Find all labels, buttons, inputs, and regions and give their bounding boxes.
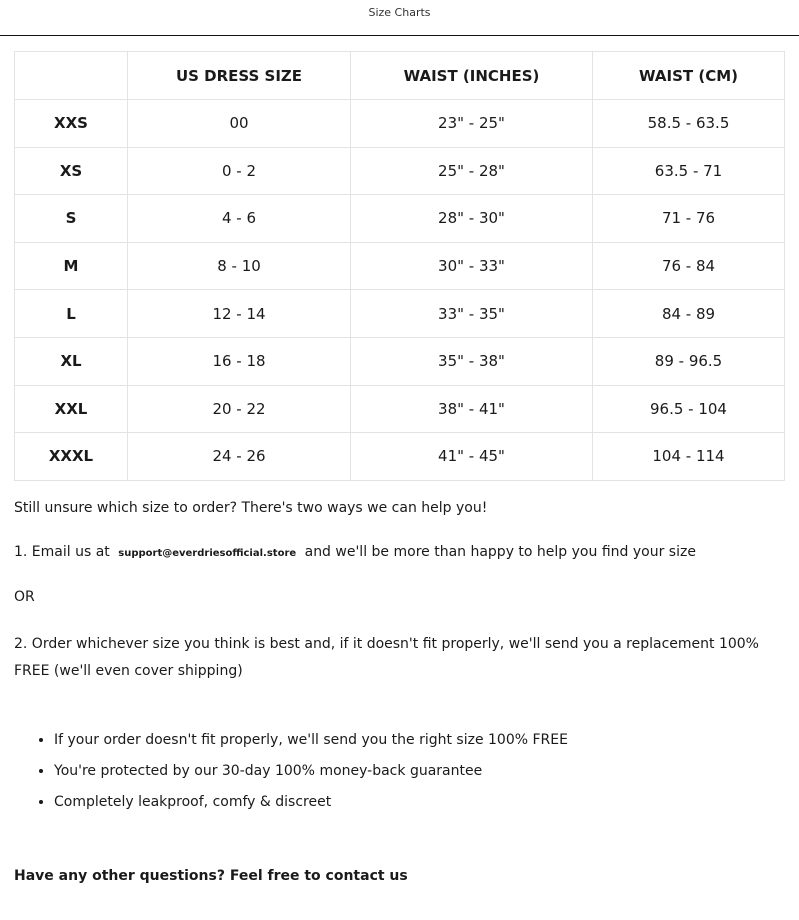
size-label: XS xyxy=(15,147,128,195)
table-row xyxy=(15,433,785,481)
size-label: XXS xyxy=(15,100,128,148)
us-dress-size-cell: 20 - 22 xyxy=(128,385,351,433)
us-dress-size-cell: 4 - 6 xyxy=(128,195,351,243)
waist-cm-cell: 89 - 96.5 xyxy=(593,337,785,385)
size-chart-table xyxy=(14,51,785,481)
table-header-row xyxy=(15,52,785,100)
size-label: S xyxy=(15,195,128,243)
us-dress-size-cell: 24 - 26 xyxy=(128,433,351,481)
waist-inches-cell: 41" - 45" xyxy=(351,433,593,481)
us-dress-size-cell: 8 - 10 xyxy=(128,242,351,290)
us-dress-size-cell: 00 xyxy=(128,100,351,148)
waist-inches-cell: 30" - 33" xyxy=(351,242,593,290)
size-label: XXL xyxy=(15,385,128,433)
column-header-us-dress-size: US DRESS SIZE xyxy=(128,52,351,100)
table-row xyxy=(15,195,785,243)
us-dress-size-cell: 12 - 14 xyxy=(128,290,351,338)
or-text: OR xyxy=(14,589,35,605)
column-header-waist-cm: WAIST (CM) xyxy=(593,52,785,100)
waist-cm-cell: 63.5 - 71 xyxy=(593,147,785,195)
us-dress-size-cell: 16 - 18 xyxy=(128,337,351,385)
help-intro-text: Still unsure which size to order? There's two ways we can help you! xyxy=(14,500,488,516)
column-header-size xyxy=(15,52,128,100)
size-label: XXXL xyxy=(15,433,128,481)
help-option-email xyxy=(14,544,784,560)
waist-cm-cell: 76 - 84 xyxy=(593,242,785,290)
contact-heading: Have any other questions? Feel free to contact us xyxy=(14,868,408,884)
page-header xyxy=(0,0,799,36)
list-item: • If your order doesn't fit properly, we'll send you the right size 100% FREE xyxy=(54,732,754,763)
column-header-waist-inches: WAIST (INCHES) xyxy=(351,52,593,100)
waist-inches-cell: 33" - 35" xyxy=(351,290,593,338)
size-label: M xyxy=(15,242,128,290)
waist-cm-cell: 96.5 - 104 xyxy=(593,385,785,433)
list-item: • You're protected by our 30-day 100% money-back guarantee xyxy=(54,763,754,794)
list-item: • Completely leakproof, comfy & discreet xyxy=(54,794,754,825)
email-suffix-text: and we'll be more than happy to help you find your size xyxy=(304,544,696,560)
table-row xyxy=(15,100,785,148)
waist-inches-cell: 35" - 38" xyxy=(351,337,593,385)
waist-cm-cell: 71 - 76 xyxy=(593,195,785,243)
help-option-replacement: 2. Order whichever size you think is best and, if it doesn't fit properly, we'll send you a replacement 100% FREE (we'll even cover shipping) xyxy=(14,636,759,679)
page-title: Size Charts xyxy=(368,6,431,19)
waist-cm-cell: 104 - 114 xyxy=(593,433,785,481)
size-label: L xyxy=(15,290,128,338)
email-prefix-text: 1. Email us at xyxy=(14,544,110,560)
size-label: XL xyxy=(15,337,128,385)
benefits-list xyxy=(54,732,754,825)
waist-inches-cell: 38" - 41" xyxy=(351,385,593,433)
table-row xyxy=(15,242,785,290)
waist-inches-cell: 28" - 30" xyxy=(351,195,593,243)
waist-cm-cell: 58.5 - 63.5 xyxy=(593,100,785,148)
table-row xyxy=(15,290,785,338)
waist-inches-cell: 25" - 28" xyxy=(351,147,593,195)
support-email-link[interactable]: support@everdriesofficial.store xyxy=(118,548,297,559)
us-dress-size-cell: 0 - 2 xyxy=(128,147,351,195)
table-row xyxy=(15,385,785,433)
table-row xyxy=(15,147,785,195)
waist-cm-cell: 84 - 89 xyxy=(593,290,785,338)
waist-inches-cell: 23" - 25" xyxy=(351,100,593,148)
table-row xyxy=(15,337,785,385)
